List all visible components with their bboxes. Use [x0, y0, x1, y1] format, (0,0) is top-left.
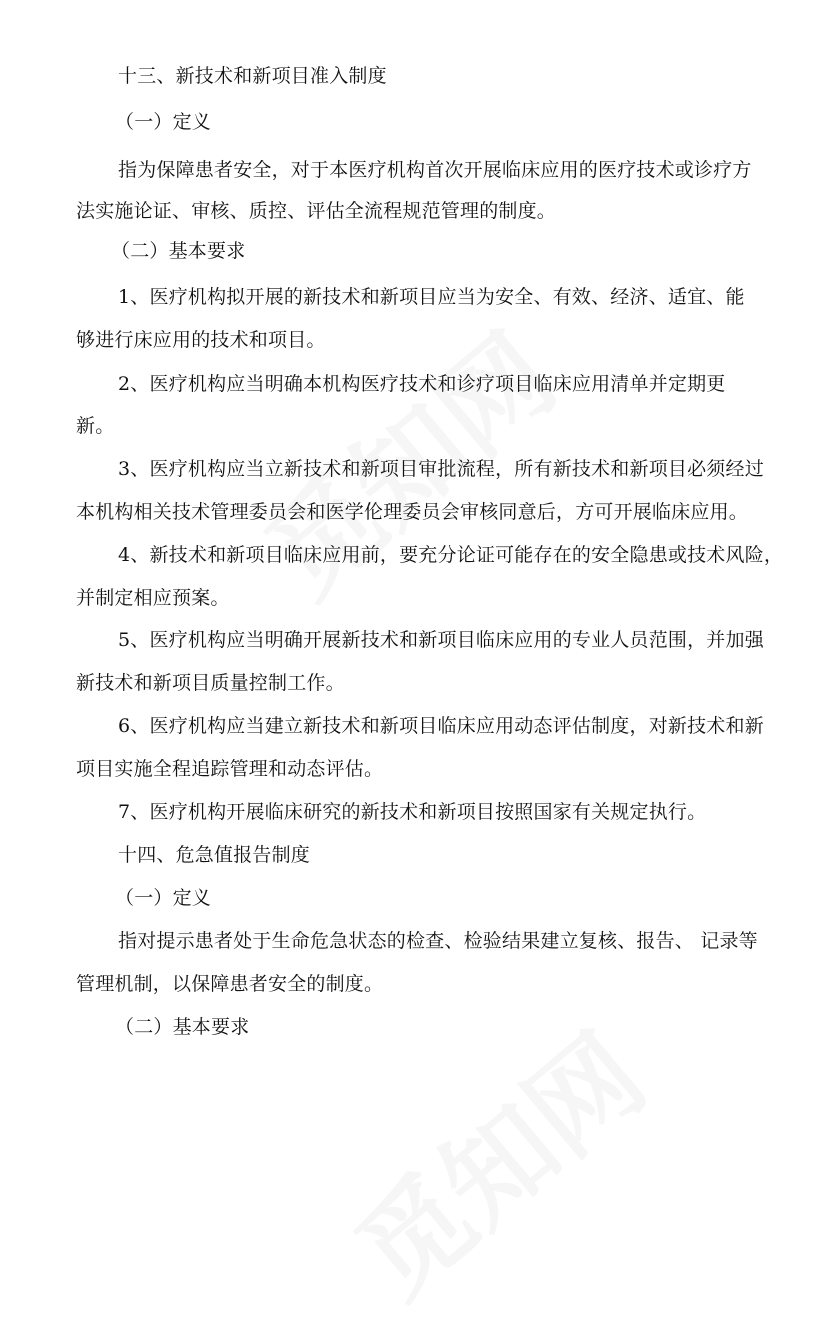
- list-item-line: 2、医疗机构应当明确本机构医疗技术和诊疗项目临床应用清单并定期更: [118, 373, 726, 395]
- list-item-line: 3、医疗机构应当立新技术和新项目审批流程，所有新技术和新项目必须经过: [118, 458, 764, 480]
- watermark-lower: [318, 992, 672, 1325]
- paragraph-line: 指为保障患者安全，对于本医疗机构首次开展临床应用的医疗技术或诊疗方: [118, 159, 752, 181]
- list-item-line: 本机构相关技术管理委员会和医学伦理委员会审核同意后，方可开展临床应用。: [76, 501, 749, 523]
- list-item-line: 项目实施全程追踪管理和动态评估。: [76, 758, 384, 780]
- list-item-line: 新技术和新项目质量控制工作。: [76, 672, 345, 694]
- section-heading-13: 十三、新技术和新项目准入制度: [118, 65, 387, 87]
- subheading-definition: （一）定义: [115, 111, 212, 133]
- paragraph-line: 指对提示患者处于生命危急状态的检查、检验结果建立复核、报告、 记录等: [118, 930, 758, 952]
- paragraph-line: 管理机制，以保障患者安全的制度。: [76, 973, 384, 995]
- list-item-line: 4、新技术和新项目临床应用前，要充分论证可能存在的安全隐患或技术风险，: [118, 544, 784, 566]
- paragraph-line: 法实施论证、审核、质控、评估全流程规范管理的制度。: [76, 200, 557, 222]
- list-item-line: 新。: [76, 415, 115, 437]
- list-item-line: 5、医疗机构应当明确开展新技术和新项目临床应用的专业人员范围，并加强: [118, 629, 764, 651]
- subheading-basic-requirements: （二）基本要求: [111, 240, 246, 262]
- list-item-line: 并制定相应预案。: [76, 587, 230, 609]
- list-item-line: 7、医疗机构开展临床研究的新技术和新项目按照国家有关规定执行。: [118, 801, 707, 823]
- subheading-basic-requirements: （二）基本要求: [115, 1016, 250, 1038]
- list-item-line: 6、医疗机构应当建立新技术和新项目临床应用动态评估制度，对新技术和新: [118, 715, 764, 737]
- section-heading-14: 十四、危急值报告制度: [118, 844, 311, 866]
- subheading-definition: （一）定义: [115, 887, 212, 909]
- list-item-line: 1、医疗机构拟开展的新技术和新项目应当为安全、有效、经济、适宜、能: [118, 286, 745, 308]
- list-item-line: 够进行床应用的技术和项目。: [76, 329, 326, 351]
